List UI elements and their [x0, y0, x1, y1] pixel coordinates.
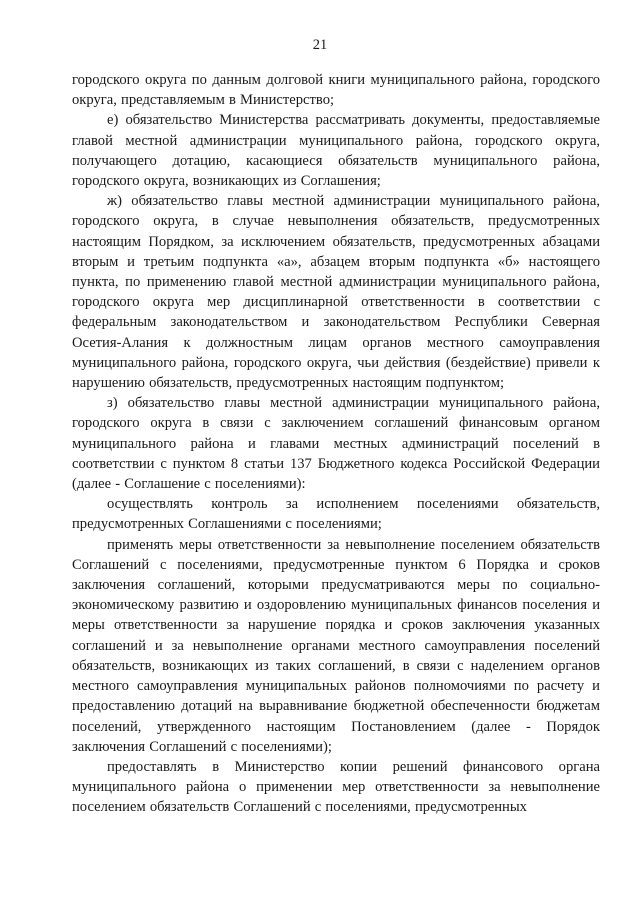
paragraph-item-zh: ж) обязательство главы местной администрации муниципального района, городского округа, в случае невыполнения обязательств, предусмотренных настоящим Порядком, за исключением обязательств, предусмотренных абзацами вторым и третьим подпункта «а», абзацем вторым подпункта «б» настоящего пункта, по применению главой местной администрации муниципального района, городского округа мер дисциплинарной ответственности в соответствии с федеральным законодательством и законодательством Республики Северная Осетия-Алания к должностным лицам органов местного самоуправления муниципального района, городского округа, чьи действия (бездействие) привели к нарушению обязательств, предусмотренных настоящим подпунктом;	[72, 193, 600, 392]
page-number: 21	[312, 37, 328, 53]
document-body	[72, 70, 600, 818]
paragraph-continuation: городского округа по данным долговой книги муниципального района, городского округа, представляемым в Министерство;	[72, 72, 600, 109]
paragraph-provide-copies: предоставлять в Министерство копии решений финансового органа муниципального района о применении мер ответственности за невыполнение поселением обязательств Соглашений с поселениями, предусмотренных	[72, 758, 600, 816]
paragraph-item-e: е) обязательство Министерства рассматривать документы, предоставляемые главой местной администрации муниципального района, городского округа, получающего дотацию, касающиеся обязательств муниципального района, городского округа, возникающих из Соглашения;	[72, 112, 600, 190]
paragraph-item-z: з) обязательство главы местной администрации муниципального района, городского округа в связи с заключением соглашений финансовым органом муниципального района и главами местных администраций поселений в соответствии с пунктом 8 статьи 137 Бюджетного кодекса Российской Федерации (далее - Соглашение с поселениями):	[72, 395, 600, 493]
paragraph-apply-measures: применять меры ответственности за невыполнение поселением обязательств Соглашений с поселениями, предусмотренные пунктом 6 Порядка и сроков заключения соглашений, которыми предусматриваются меры по социально-экономическому развитию и оздоровлению муниципальных финансов поселения и меры ответственности за нарушение порядка и сроков заключения указанных соглашений и за невыполнение органами местного самоуправления поселений обязательств, возникающих из таких соглашений, в связи с наделением органов местного самоуправления муниципальных районов полномочиями по расчету и предоставлению дотаций на выравнивание бюджетной обеспеченности бюджетам поселений, утвержденного настоящим Постановлением (далее - Порядок заключения Соглашений с поселениями);	[72, 536, 600, 755]
paragraph-control: осуществлять контроль за исполнением поселениями обязательств, предусмотренных Соглашениями с поселениями;	[72, 496, 600, 533]
